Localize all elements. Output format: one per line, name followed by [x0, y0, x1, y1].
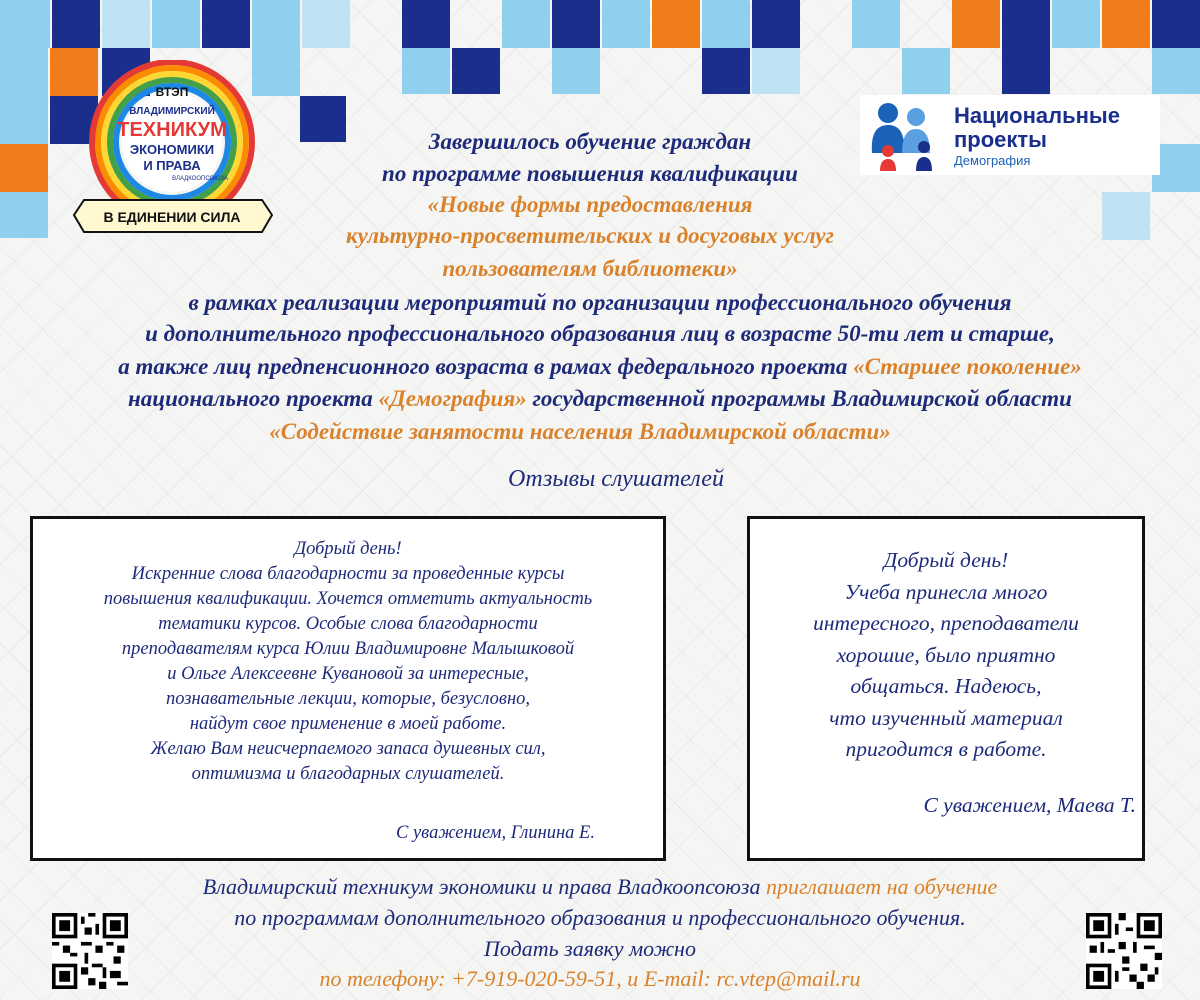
program-title-line: культурно-просветительских и досуговых услуг [345, 223, 835, 248]
review-card-1 [30, 516, 666, 861]
state-program-name: «Содействие занятости населения Владимирской области» [269, 419, 891, 444]
review-signature: С уважением, Маева Т. [923, 792, 1136, 817]
header-line: национального проекта «Демография» государственной программы Владимирской области [128, 386, 1072, 411]
header-line: и дополнительного профессионального образования лиц в возрасте 50-ти лет и старше, [145, 321, 1055, 346]
review-text: Добрый день! Учеба принесла много интересного, преподаватели хорошие, было приятно общаться. Надеюсь, что изученный материал пригодится в работе. [813, 548, 1079, 761]
svg-text:ТЕХНИКУМ: ТЕХНИКУМ [117, 119, 227, 141]
reviews-title: Отзывы слушателей [508, 466, 724, 492]
header-line: по программе повышения квалификации [382, 161, 798, 186]
program-title-line: «Новые формы предоставления [427, 192, 753, 217]
header-line: а также лиц предпенсионного возраста в рамах федерального проекта «Старшее поколение» [118, 354, 1082, 379]
svg-text:проекты: проекты [954, 127, 1047, 152]
review-text: Добрый день! Искренние слова благодарности за проведенные курсы повышения квалификации. Хочется отметить актуальность тематики курсов. Особые слова благодарности преподавателям курса Юлии Владимировне Малышковой и Ольге Алексеевне Кувановой за интересные, познавательные лекции, которые, безусловно, найдут свое применение в моей работе. Желаю Вам неисчерпаемого запаса душевных сил, оптимизма и благодарных слушателей. [103, 539, 593, 784]
svg-text:И ПРАВА: И ПРАВА [143, 158, 201, 173]
svg-text:В ЕДИНЕНИИ СИЛА: В ЕДИНЕНИИ СИЛА [103, 209, 241, 225]
qr-code-right[interactable] [1086, 913, 1162, 989]
svg-text:ВЛАДКООПСОЮЗА: ВЛАДКООПСОЮЗА [172, 176, 228, 182]
footer-line: Подать заявку можно [484, 936, 696, 961]
svg-text:Демография: Демография [954, 153, 1031, 168]
program-title-line: пользователям библиотеки» [442, 256, 738, 281]
header-line: Завершилось обучение граждан [428, 129, 752, 154]
header-line: в рамках реализации мероприятий по организации профессионального обучения [188, 290, 1012, 315]
qr-code-left[interactable] [52, 913, 128, 989]
national-project-name: «Демография» [378, 386, 527, 411]
contact-line[interactable]: по телефону: +7-919-020-59-51, и E-mail: rc.vtep@mail.ru [319, 966, 861, 991]
svg-text:ЭКОНОМИКИ: ЭКОНОМИКИ [129, 142, 215, 157]
svg-text:ВТЭП: ВТЭП [155, 85, 189, 99]
footer-line: по программам дополнительного образования и профессионального обучения. [234, 905, 966, 930]
review-signature: С уважением, Глинина Е. [395, 823, 595, 843]
footer-line: Владимирский техникум экономики и права Владкоопсоюза приглашает на обучение [202, 874, 998, 899]
svg-text:Национальные: Национальные [954, 103, 1120, 128]
svg-text:ВЛАДИМИРСКИЙ: ВЛАДИМИРСКИЙ [129, 106, 215, 117]
review-card-2 [747, 516, 1145, 861]
federal-project-name: «Старшее поколение» [853, 354, 1082, 379]
